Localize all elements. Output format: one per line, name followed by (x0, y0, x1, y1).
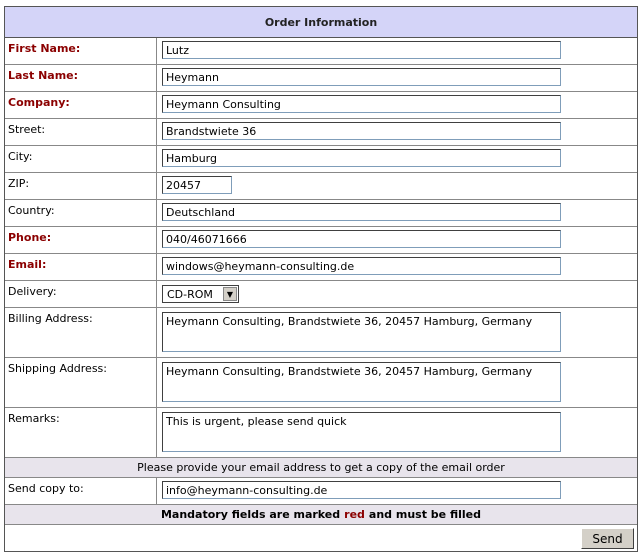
row-last-name (5, 65, 637, 92)
row-send-copy (5, 478, 637, 505)
zip-input[interactable] (162, 176, 232, 194)
phone-input[interactable] (162, 230, 561, 248)
company-label: Company: (5, 92, 157, 118)
billing-address-input[interactable] (162, 312, 561, 352)
row-email (5, 254, 637, 281)
city-label: City: (5, 146, 157, 172)
first-name-label: First Name: (5, 38, 157, 64)
row-country (5, 200, 637, 227)
city-input[interactable] (162, 149, 561, 167)
mandatory-note (5, 505, 637, 525)
send-copy-label: Send copy to: (5, 478, 157, 504)
row-phone (5, 227, 637, 254)
remarks-input[interactable] (162, 412, 561, 452)
country-input[interactable] (162, 203, 561, 221)
row-city (5, 146, 637, 173)
row-first-name (5, 38, 637, 65)
delivery-label: Delivery: (5, 281, 157, 307)
shipping-address-input[interactable] (162, 362, 561, 402)
row-street (5, 119, 637, 146)
billing-address-label: Billing Address: (5, 308, 157, 357)
first-name-input[interactable] (162, 41, 561, 59)
email-label: Email: (5, 254, 157, 280)
row-company (5, 92, 637, 119)
send-button[interactable]: Send (581, 528, 634, 549)
country-label: Country: (5, 200, 157, 226)
send-copy-input[interactable] (162, 481, 561, 499)
form-title: Order Information (5, 7, 637, 38)
order-form (4, 6, 638, 552)
shipping-address-label: Shipping Address: (5, 358, 157, 407)
delivery-selected-value: CD-ROM (167, 287, 213, 301)
zip-label: ZIP: (5, 173, 157, 199)
mandatory-note-red-word: red (344, 508, 365, 521)
mandatory-note-text: Mandatory fields are marked (160, 508, 341, 521)
form-footer (5, 525, 637, 551)
company-input[interactable] (162, 95, 561, 113)
email-input[interactable] (162, 257, 561, 275)
last-name-label: Last Name: (5, 65, 157, 91)
remarks-label: Remarks: (5, 408, 157, 457)
mandatory-note-text-end: and must be filled (368, 508, 482, 521)
chevron-down-icon[interactable]: ▼ (223, 287, 237, 301)
row-remarks (5, 408, 637, 458)
street-input[interactable] (162, 122, 561, 140)
row-shipping-address (5, 358, 637, 408)
last-name-input[interactable] (162, 68, 561, 86)
phone-label: Phone: (5, 227, 157, 253)
delivery-select[interactable] (162, 285, 239, 303)
row-zip (5, 173, 637, 200)
row-billing-address (5, 308, 637, 358)
street-label: Street: (5, 119, 157, 145)
row-delivery (5, 281, 637, 308)
email-copy-notice: Please provide your email address to get a copy of the email order (5, 458, 637, 478)
